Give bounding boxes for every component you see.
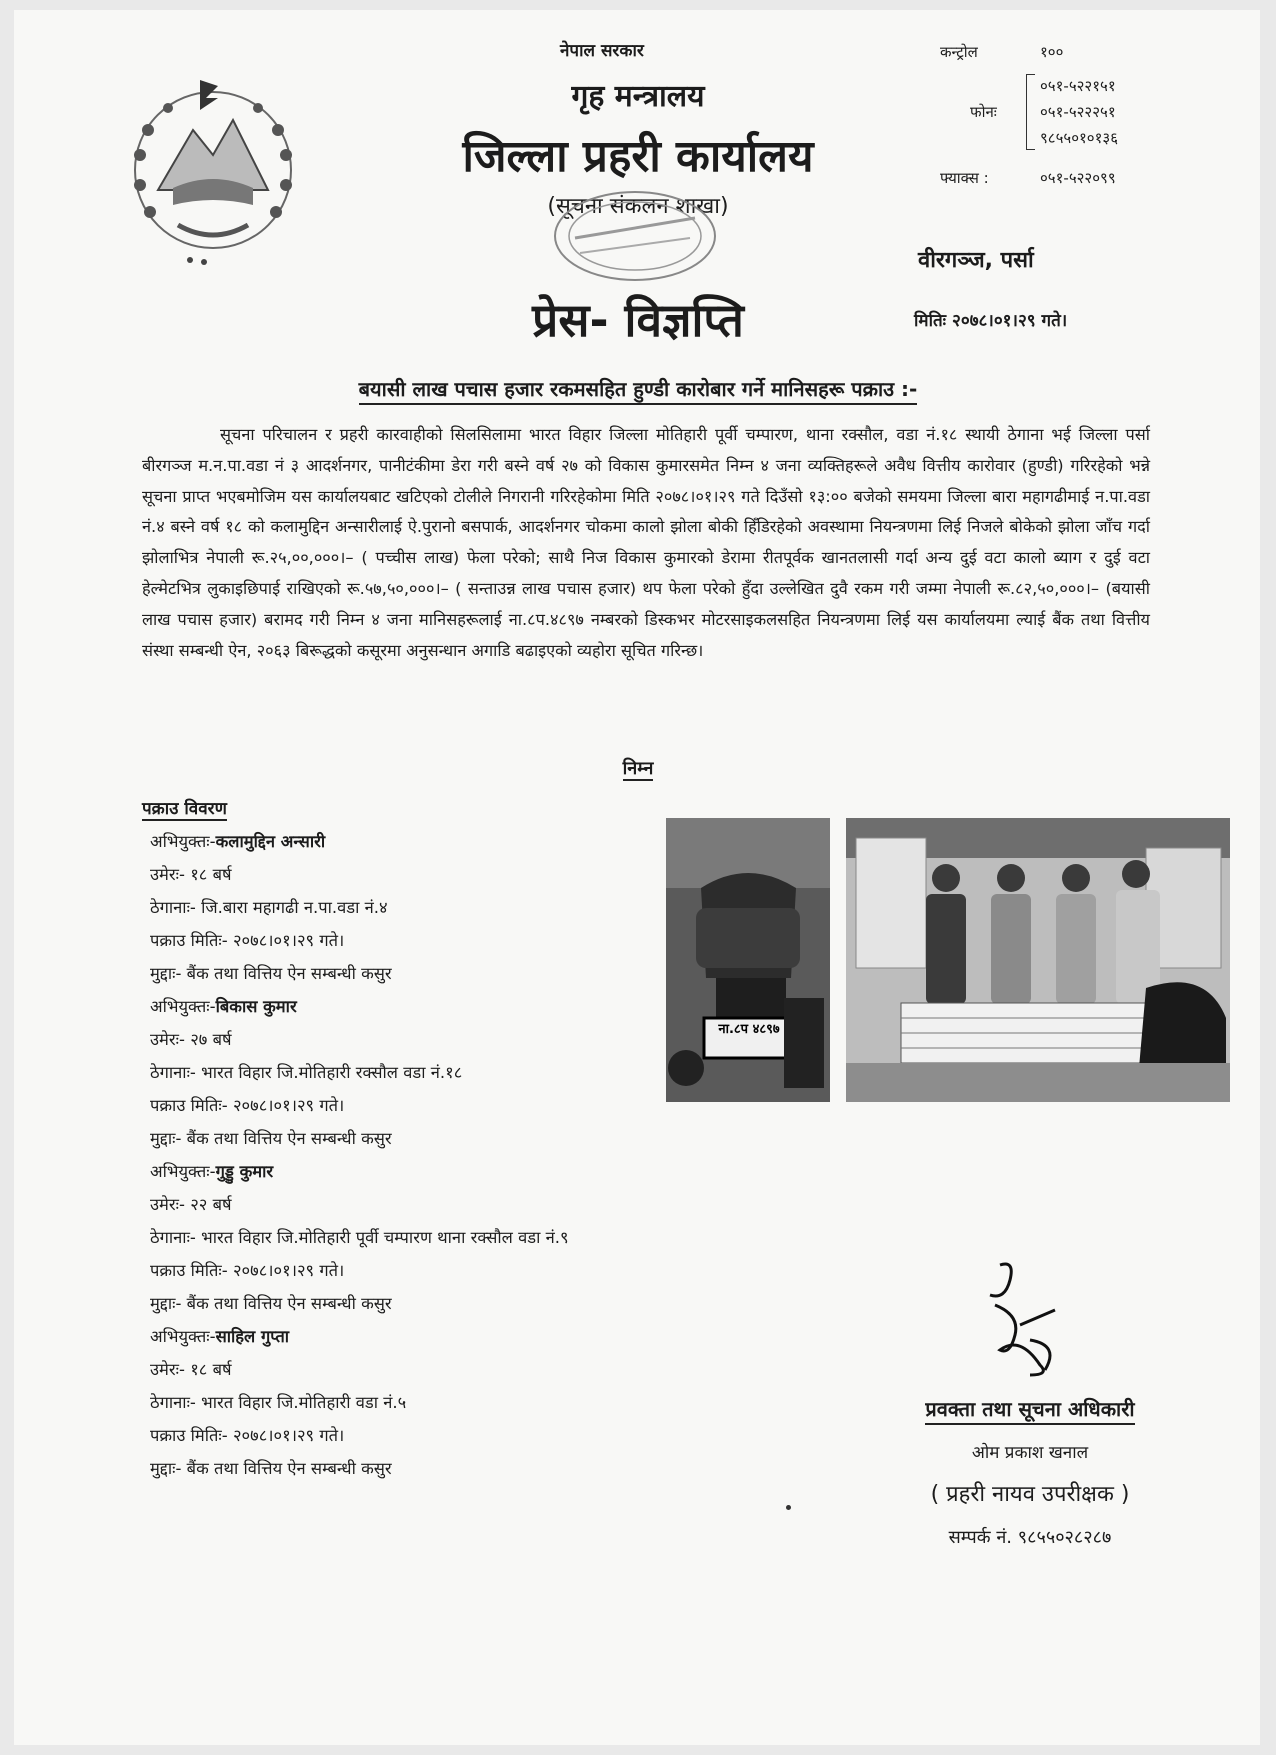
accused-name: गुड्डु कुमार xyxy=(215,1162,274,1181)
government-label: नेपाल सरकार xyxy=(560,41,644,61)
signature-icon xyxy=(960,1255,1080,1380)
control-label: कन्ट्रोल xyxy=(940,43,978,61)
release-headline: बयासी लाख पचास हजार रकमसहित हुण्डी कारोबार गर्ने मानिसहरू पक्राउ :- xyxy=(0,375,1276,402)
body-text: सूचना परिचालन र प्रहरी कारवाहीको सिलसिलामा भारत विहार जिल्ला मोतिहारी पूर्वी चम्पारण, थाना रक्सौल, वडा नं.१८ स्थायी ठेगाना भई जिल्ला पर्सा बीरगञ्ज म.न.पा.वडा नं ३ आदर्शनगर, पानीटंकीमा डेरा गरी बस्ने वर्ष २७ को विकास कुमारसमेत निम्न ४ जना व्यक्तिहरूले अवैध वित्तीय कारोवार (हुण्डी) गरिरहेको भन्ने सूचना प्राप्त भएबमोजिम यस कार्यालयबाट खटिएको टोलीले निगरानी गरिरहेकोमा मिति २०७८।०१।२९ गते दिउँसो १३:०० बजेको समयमा जिल्ला बारा महागढीमाई न.पा.वडा नं.४ बस्ने वर्ष १८ को कलामुद्दिन अन्सारीलाई ऐ.पुरानो बसपार्क, आदर्शनगर चोकमा कालो झोला बोकी हिँडिरहेको अवस्थामा नियन्त्रणमा लिई निजले बोकेको झोला जाँच गर्दा झोलाभित्र नेपाली रू.२५,००,०००।– ( पच्चीस लाख) फेला परेको; साथै निज विकास कुमारको डेरामा रीतपूर्वक खानतलासी गर्दा अन्य दुई वटा कालो ब्याग र दुई वटा हेल्मेटभित्र लुकाइछिपाई राखिएको रू.५७,५०,०००।– ( सन्ताउन्न लाख पचास हजार) थप फेला परेको हुँदा उल्लेखित दुवै रकम गरी जम्मा नेपाली रू.८२,५०,०००।– (बयासी लाख पचास हजार) बरामद गरी निम्न ४ जना मानिसहरूलाई ना.८प.४८९७ नम्बरको डिस्कभर मोटरसाइकलसहित नियन्त्रणमा लिई यस कार्यालयमा ल्याई बैंक तथा वित्तीय संस्था सम्बन्धी ऐन, २०६३ बिरूद्धको कसूरमा अनुसन्धान अगाडि बढाइएको व्यहोरा सूचित गरिन्छ। xyxy=(142,425,1150,660)
phone-number: ०५१-५२२१५१ xyxy=(1040,77,1116,95)
following-label: निम्न xyxy=(622,758,654,779)
press-release-title: प्रेस- विज्ञप्ति xyxy=(532,293,744,347)
stray-mark xyxy=(786,1505,791,1510)
accused-name: साहिल गुप्ता xyxy=(215,1327,290,1346)
arrest-details-heading: पक्राउ विवरण xyxy=(142,799,227,819)
release-date: मितिः २०७८।०१।२९ गते। xyxy=(914,311,1068,331)
office-title: जिल्ला प्रहरी कार्यालय xyxy=(462,131,814,182)
accused-entry: अभियुक्तः-बिकास कुमार उमेरः- २७ बर्ष ठेगानाः- भारत विहार जि.मोतिहारी रक्सौल वडा नं.१८ पक्राउ मितिः- २०७८।०१।२९ गते। मुद्दाः- बैंक तथा वित्तिय ऐन सम्बन्धी कसुर xyxy=(150,997,463,1148)
phone-number: ०५१-५२२२५१ xyxy=(1040,103,1116,121)
contact-number: सम्पर्क नं. ९८५५०२८२८७ xyxy=(948,1527,1112,1548)
fax-label: फ्याक्स : xyxy=(940,169,989,187)
section-title: (सूचना संकलन शाखा) xyxy=(547,194,729,219)
accused-name: बिकास कुमार xyxy=(215,997,297,1016)
release-body xyxy=(142,420,1150,666)
ministry-title: गृह मन्त्रालय xyxy=(571,79,705,114)
accused-entry: अभियुक्तः-कलामुद्दिन अन्सारी उमेरः- १८ बर्ष ठेगानाः- जि.बारा महागढी न.पा.वडा नं.४ पक्राउ मितिः- २०७८।०१।२९ गते। मुद्दाः- बैंक तथा वित्तिय ऐन सम्बन्धी कसुर xyxy=(150,832,392,983)
phone-number: ९८५५०१०१३६ xyxy=(1040,129,1119,147)
fax-value: ०५१-५२२०९९ xyxy=(1040,169,1116,187)
accused-name: कलामुद्दिन अन्सारी xyxy=(215,832,326,851)
officer-name: ओम प्रकाश खनाल xyxy=(971,1443,1089,1463)
phone-label: फोनः xyxy=(970,103,997,121)
control-value: १०० xyxy=(1040,43,1064,61)
motorcycle-photo xyxy=(666,818,830,1102)
accused-entry: अभियुक्तः-गुड्डु कुमार उमेरः- २२ बर्ष ठेगानाः- भारत विहार जि.मोतिहारी पूर्वी चम्पारण थाना रक्सौल वडा नं.९ पक्राउ मितिः- २०७८।०१।२९ गते। मुद्दाः- बैंक तथा वित्तिय ऐन सम्बन्धी कसुर xyxy=(150,1162,569,1313)
location-label: वीरगञ्ज, पर्सा xyxy=(918,248,1034,273)
plate-text: ना.८प ४८९७ xyxy=(718,1022,780,1037)
accused-entry: अभियुक्तः-साहिल गुप्ता उमेरः- १८ बर्ष ठेगानाः- भारत विहार जि.मोतिहारी वडा नं.५ पक्राउ मितिः- २०७८।०१।२९ गते। मुद्दाः- बैंक तथा वित्तिय ऐन सम्बन्धी कसुर xyxy=(150,1327,407,1478)
office-stamp-icon xyxy=(550,188,720,288)
spokesperson-title: प्रवक्ता तथा सूचना अधिकारी xyxy=(870,1395,1190,1422)
phone-bracket xyxy=(1026,74,1035,150)
arrested-people-photo xyxy=(846,818,1230,1102)
officer-rank: ( प्रहरी नायव उपरीक्षक ) xyxy=(930,1482,1130,1507)
